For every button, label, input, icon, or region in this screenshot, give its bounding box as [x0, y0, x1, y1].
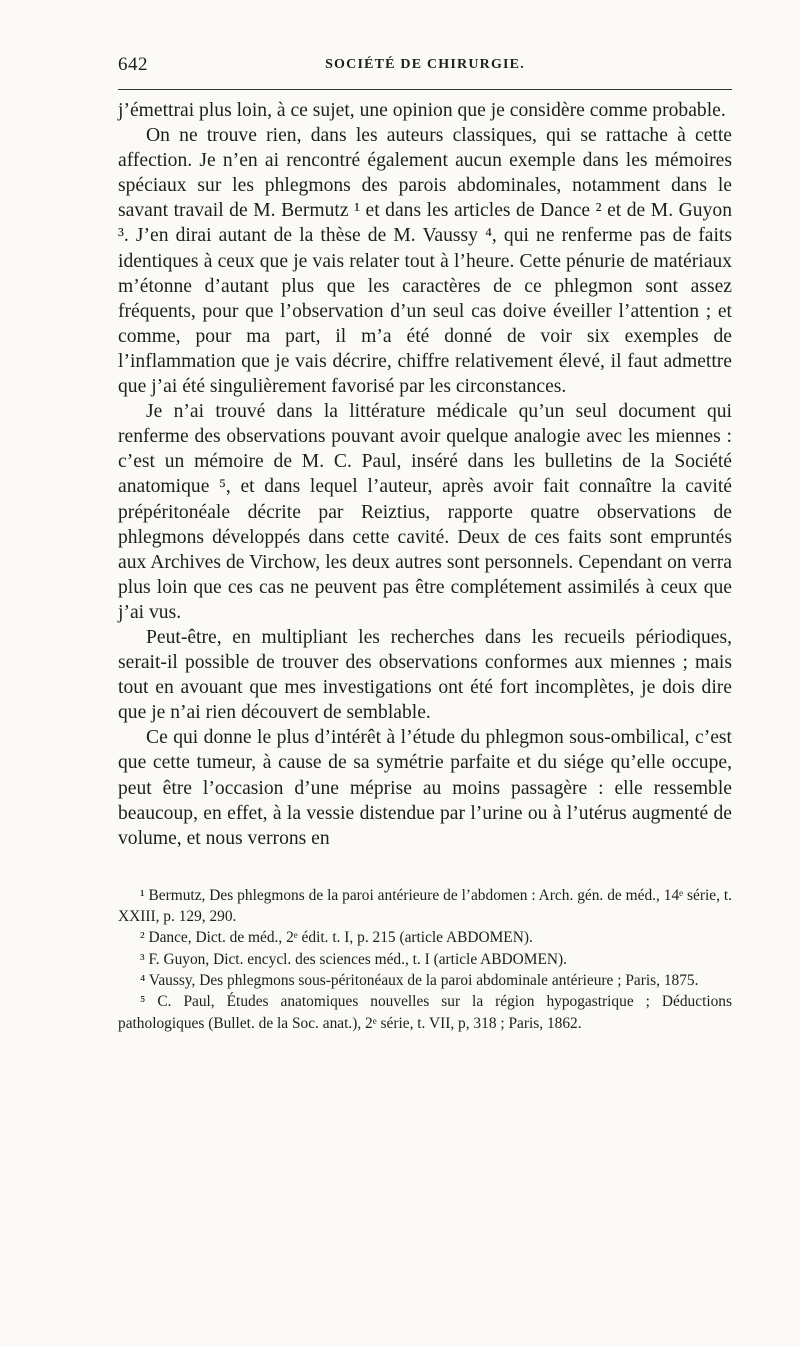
running-title: SOCIÉTÉ DE CHIRURGIE.: [325, 57, 525, 72]
paragraph: Peut-être, en multipliant les recherches dans les recueils périodiques, serait-il possible de trouver des observations conformes aux miennes ; mais tout en avouant que mes investigations ont été fort incomplètes, je dois dire que je n’ai rien découvert de semblable.: [118, 626, 732, 724]
paragraph: Ce qui donne le plus d’intérêt à l’étude du phlegmon sous-ombilical, c’est que cette tumeur, à cause de sa symétrie parfaite et du siége qu’elle occupe, peut être l’occasion d’une méprise au moins passagère : elle ressemble beaucoup, en effet, à la vessie distendue par l’urine ou à l’utérus augmenté de volume, et nous verrons en: [118, 727, 732, 849]
footnote: ³ F. Guyon, Dict. encycl. des sciences méd., t. I (article ABDOMEN).: [140, 950, 567, 968]
footnote: ⁴ Vaussy, Des phlegmons sous-péritonéaux de la paroi abdominale antérieure ; Paris, 1875.: [140, 972, 699, 989]
footnotes: [118, 885, 732, 1034]
header-rule: [118, 89, 732, 90]
page-number: 642: [118, 54, 148, 75]
paragraph: On ne trouve rien, dans les auteurs classiques, qui se rattache à cette affection. Je n’en ai rencontré également aucun exemple dans les mémoires spéciaux sur les phlegmons des parois abdominales, notamment dans le savant travail de M. Bermutz ¹ et dans les articles de Dance ² et de M. Guyon ³. J’en dirai autant de la thèse de M. Vaussy ⁴, qui ne renferme pas de faits identiques à ceux que je vais relater tout à l’heure. Cette pénurie de matériaux m’étonne d’autant plus que les caractères de ce phlegmon sont assez fréquents, pour que l’observation d’un seul cas doive éveiller l’attention ; et comme, pour ma part, il m’a été donné de voir six exemples de l’inflammation que je vais décrire, chiffre relativement élevé, il faut admettre que j’ai été singulièrement favorisé par les circonstances.: [118, 125, 732, 398]
body-text: [118, 98, 732, 851]
page-header: [118, 52, 732, 78]
footnote: ⁵ C. Paul, Études anatomiques nouvelles sur la région hypogastrique ; Déductions pathologiques (Bullet. de la Soc. anat.), 2ᵉ série, t. VII, p, 318 ; Paris, 1862.: [118, 993, 732, 1032]
footnote: ² Dance, Dict. de méd., 2ᵉ édit. t. I, p. 215 (article ABDOMEN).: [140, 929, 533, 947]
paragraph: Je n’ai trouvé dans la littérature médicale qu’un seul document qui renferme des observations pouvant avoir quelque analogie avec les miennes : c’est un mémoire de M. C. Paul, inséré dans les bulletins de la Société anatomique ⁵, et dans lequel l’auteur, après avoir fait connaître la cavité prépéritonéale décrite par Reiztius, rapporte quatre observations de phlegmons développés dans cette cavité. Deux de ces faits sont empruntés aux Archives de Virchow, les deux autres sont personnels. Cependant on verra plus loin que ces cas ne peuvent pas être complétement assimilés à ceux que j’ai vus.: [118, 401, 732, 623]
book-page: [118, 52, 732, 1034]
footnote: ¹ Bermutz, Des phlegmons de la paroi antérieure de l’abdomen : Arch. gén. de méd., 14ᵉ série, t. XXIII, p. 129, 290.: [118, 886, 732, 926]
paragraph: j’émettrai plus loin, à ce sujet, une opinion que je considère comme probable.: [118, 100, 726, 121]
